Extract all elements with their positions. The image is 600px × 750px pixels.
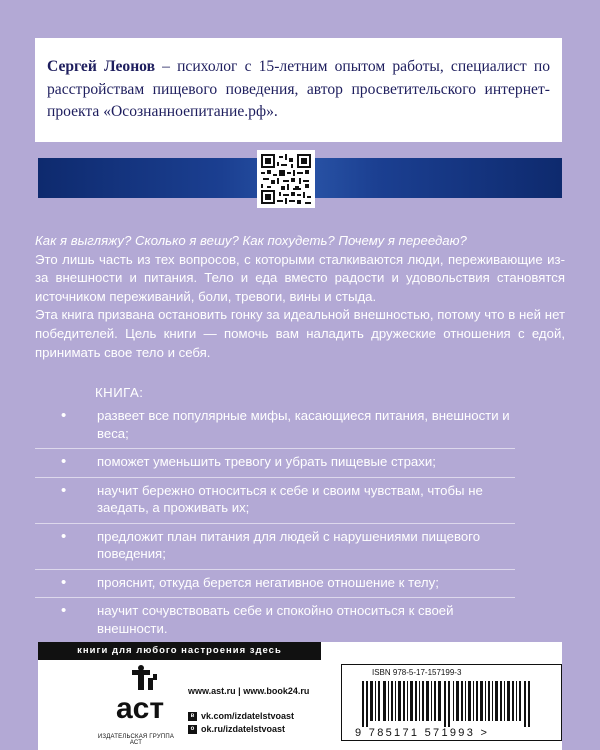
list-item bbox=[35, 403, 515, 449]
isbn-label: ISBN 978-5-17-157199-3 bbox=[372, 668, 462, 677]
bullet-icon: • bbox=[61, 602, 67, 619]
description-paragraph-2: Эта книга призвана остановить гонку за идеальной внешностью, потому что в ней нет победителей. Цель книги — помочь вам наладить дружеские отношения с едой, принимать свое тело и себя. bbox=[35, 307, 565, 360]
list-item bbox=[35, 598, 515, 643]
publisher-links bbox=[188, 685, 309, 736]
description-block bbox=[35, 232, 565, 362]
book-list-heading: КНИГА: bbox=[95, 385, 144, 400]
bullet-icon: • bbox=[61, 453, 67, 470]
author-info-box bbox=[35, 38, 562, 142]
publisher-caption: ИЗДАТЕЛЬСКАЯ ГРУППА АСТ bbox=[97, 734, 175, 746]
list-item-text: поможет уменьшить тревогу и убрать пищевые страхи; bbox=[97, 454, 436, 469]
bullet-icon: • bbox=[61, 573, 67, 591]
ok-link[interactable]: ok.ru/izdatelstvoast bbox=[201, 724, 286, 734]
isbn-barcode-box bbox=[341, 664, 562, 741]
slogan-banner: книги для любого настроения здесь bbox=[38, 642, 321, 660]
list-item-text: научит сочувствовать себе и спокойно относиться к своей внешности. bbox=[97, 603, 454, 636]
ast-logo-icon[interactable] bbox=[96, 664, 176, 744]
bullet-icon: • bbox=[61, 527, 67, 545]
websites-link[interactable]: www.ast.ru | www.book24.ru bbox=[188, 686, 310, 696]
bullet-icon: • bbox=[61, 407, 67, 424]
logo-text: аст bbox=[116, 692, 165, 725]
list-item-text: предложит план питания для людей с нарушениями пищевого поведения; bbox=[97, 528, 481, 561]
list-item bbox=[35, 449, 515, 478]
qr-code-icon[interactable] bbox=[257, 150, 315, 208]
barcode-icon bbox=[362, 681, 547, 727]
list-item bbox=[35, 570, 515, 599]
book-benefits-list bbox=[35, 403, 515, 643]
publisher-footer bbox=[38, 642, 562, 750]
list-item bbox=[35, 524, 515, 570]
barcode-digits: 9 785171 571993 > bbox=[355, 727, 490, 739]
description-paragraph-1: Это лишь часть из тех вопросов, с которыми сталкиваются люди, переживающие из-за внешности и питания. Тело и еда вместо радости и удовольствия становятся источником переживаний, боли, тревоги, вины и стыда. bbox=[35, 251, 565, 304]
vk-link[interactable]: vk.com/izdatelstvoast bbox=[201, 711, 295, 721]
list-item-text: научит бережно относиться к себе и своим чувствам, чтобы не заедать, а проживать их; bbox=[97, 482, 483, 515]
description-questions: Как я выгляжу? Сколько я вешу? Как похудеть? Почему я переедаю? bbox=[35, 233, 467, 248]
list-item-text: развеет все популярные мифы, касающиеся питания, внешности и веса; bbox=[97, 408, 510, 441]
author-description: – психолог с 15-летним опытом работы, специалист по расстройствам пищевого поведения, автор просветительского интернет-проекта «Осознанноепитание.рф». bbox=[47, 58, 550, 120]
list-item-text: прояснит, откуда берется негативное отношение к телу; bbox=[97, 574, 439, 590]
list-item bbox=[35, 478, 515, 524]
author-bio bbox=[47, 56, 550, 124]
bullet-icon: • bbox=[61, 481, 67, 499]
ok-icon: о bbox=[188, 725, 197, 734]
vk-icon: в bbox=[188, 712, 197, 721]
author-name: Сергей Леонов bbox=[47, 58, 156, 75]
